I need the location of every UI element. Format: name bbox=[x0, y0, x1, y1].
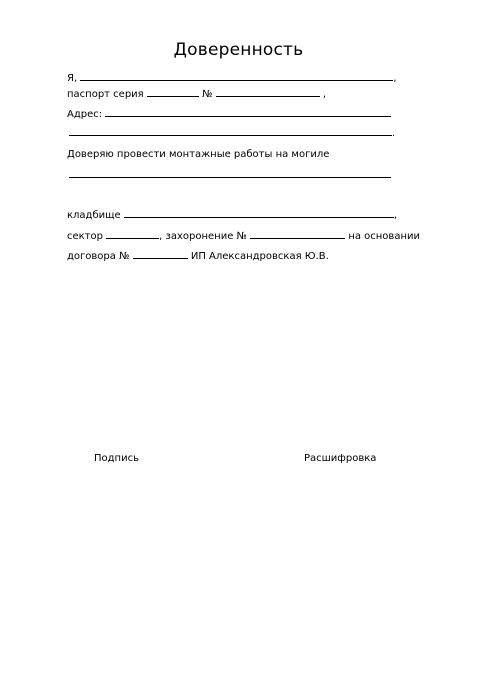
address-field[interactable] bbox=[105, 107, 391, 117]
line-authorization bbox=[67, 148, 329, 161]
name-field[interactable] bbox=[80, 71, 393, 81]
passport-suffix: , bbox=[322, 89, 327, 100]
signature-label: Подпись bbox=[94, 453, 139, 464]
passport-series-field[interactable] bbox=[147, 87, 199, 97]
address-field-continued[interactable] bbox=[69, 126, 392, 136]
cemetery-suffix: , bbox=[393, 210, 398, 221]
line-grave bbox=[69, 168, 391, 182]
address-suffix: . bbox=[392, 128, 396, 139]
address-label: Адрес: bbox=[67, 109, 103, 120]
passport-number-label: № bbox=[202, 89, 213, 100]
contract-number-field[interactable] bbox=[133, 249, 188, 259]
line-address-continued bbox=[69, 126, 395, 140]
authorization-text: Доверяю провести монтажные работы на могиле bbox=[67, 149, 330, 160]
name-suffix: , bbox=[393, 73, 397, 84]
line-cemetery bbox=[67, 208, 397, 222]
passport-number-field[interactable] bbox=[216, 87, 320, 97]
passport-series-label: паспорт серия bbox=[67, 89, 144, 100]
sector-field[interactable] bbox=[106, 229, 159, 239]
company-name: ИП Александровская Ю.В. bbox=[190, 251, 329, 262]
line-name bbox=[67, 71, 397, 85]
name-label: Я, bbox=[67, 73, 78, 84]
cemetery-field[interactable] bbox=[124, 208, 394, 218]
burial-number-field[interactable] bbox=[250, 229, 345, 239]
cemetery-label: кладбище bbox=[67, 210, 121, 221]
burial-label: , захоронение № bbox=[159, 231, 247, 242]
document-title: Доверенность bbox=[173, 40, 304, 60]
contract-label: договора № bbox=[67, 251, 130, 262]
line-sector bbox=[67, 229, 420, 243]
line-contract bbox=[67, 249, 329, 263]
grave-field[interactable] bbox=[69, 168, 391, 178]
line-address bbox=[67, 107, 391, 121]
line-passport bbox=[67, 87, 326, 101]
sector-label: сектор bbox=[67, 231, 103, 242]
decode-label: Расшифровка bbox=[304, 453, 377, 464]
basis-label: на основании bbox=[348, 231, 420, 242]
